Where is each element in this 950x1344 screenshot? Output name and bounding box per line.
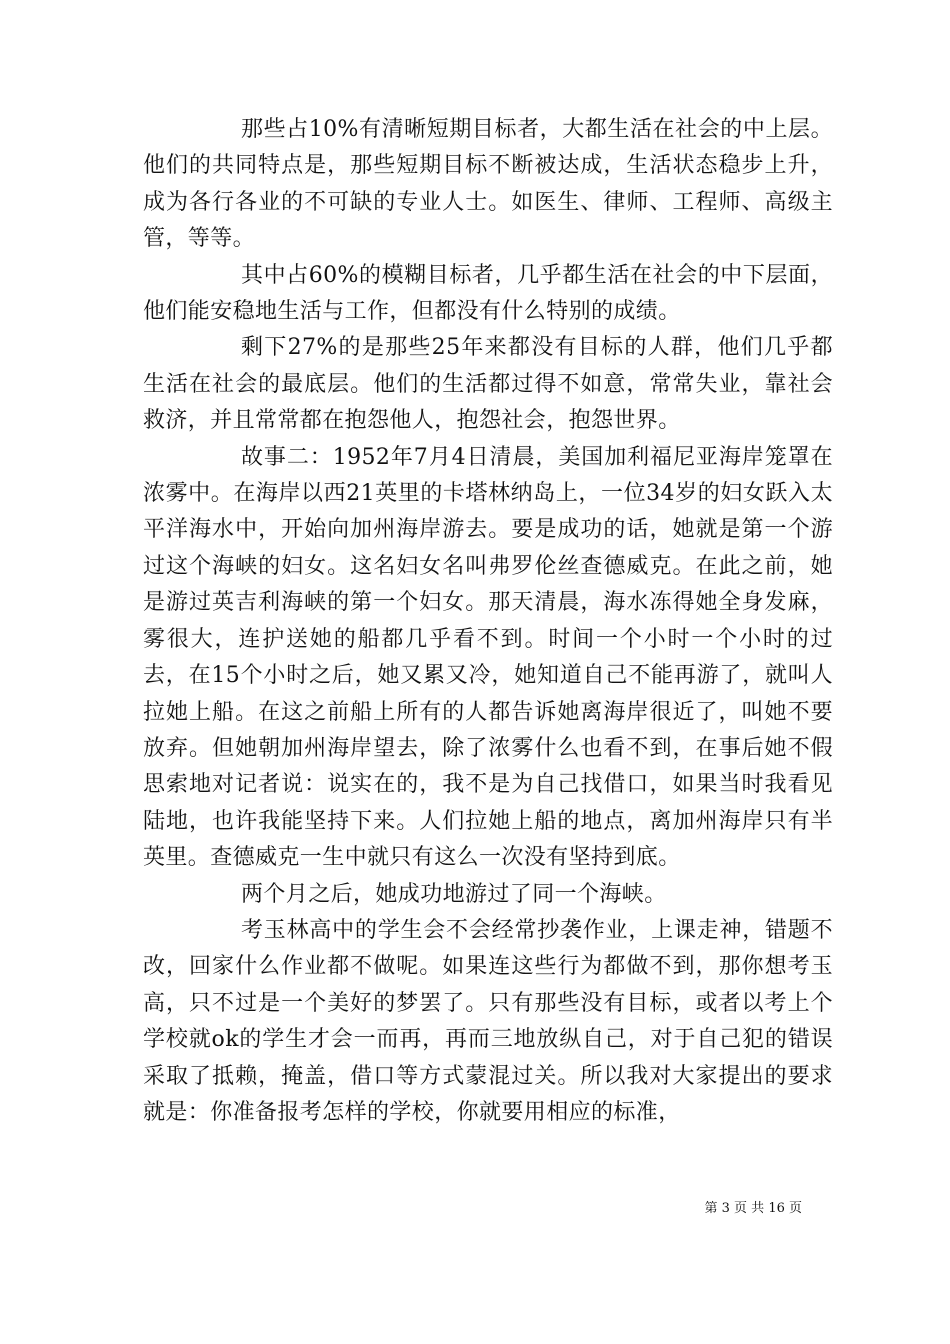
paragraph-6: 考玉林高中的学生会不会经常抄袭作业，上课走神，错题不改，回家什么作业都不做呢。如果连这些行为都做不到，那你想考玉高，只不过是一个美好的梦罢了。只有那些没有目标，或者以考上个学校就ok的学生才会一而再，再而三地放纵自己，对于自己犯的错误采取了抵赖，掩盖，借口等方式蒙混过关。所以我对大家提出的要求就是：你准备报考怎样的学校，你就要用相应的标准， — [143, 917, 833, 1125]
paragraph-5: 两个月之后，她成功地游过了同一个海峡。 — [241, 881, 667, 907]
document-body — [143, 112, 833, 1131]
page-number: 第 3 页 共 16 页 — [704, 1201, 802, 1216]
paragraph-2: 其中占60%的模糊目标者，几乎都生活在社会的中下层面，他们能安稳地生活与工作，但都没有什么特别的成绩。 — [143, 262, 833, 325]
paragraph-3: 剩下27%的是那些25年来都没有目标的人群，他们几乎都生活在社会的最底层。他们的生活都过得不如意，常常失业，靠社会救济，并且常常都在抱怨他人，抱怨社会，抱怨世界。 — [143, 335, 833, 434]
paragraph-4: 故事二：1952年7月4日清晨，美国加利福尼亚海岸笼罩在浓雾中。在海岸以西21英里的卡塔林纳岛上，一位34岁的妇女跃入太平洋海水中，开始向加州海岸游去。要是成功的话，她就是第一个游过这个海峡的妇女。这名妇女名叫弗罗伦丝查德威克。在此之前，她是游过英吉利海峡的第一个妇女。那天清晨，海水冻得她全身发麻，雾很大，连护送她的船都几乎看不到。时间一个小时一个小时的过去，在15个小时之后，她又累又冷，她知道自己不能再游了，就叫人拉她上船。在这之前船上所有的人都告诉她离海岸很近了，叫她不要放弃。但她朝加州海岸望去，除了浓雾什么也看不到，在事后她不假思索地对记者说：说实在的，我不是为自己找借口，如果当时我看见陆地，也许我能坚持下来。人们拉她上船的地点，离加州海岸只有半英里。查德威克一生中就只有这么一次没有坚持到底。 — [143, 444, 833, 871]
paragraph-1: 那些占10%有清晰短期目标者，大都生活在社会的中上层。他们的共同特点是，那些短期目标不断被达成，生活状态稳步上升，成为各行各业的不可缺的专业人士。如医生、律师、工程师、高级主管，等等。 — [143, 117, 833, 252]
